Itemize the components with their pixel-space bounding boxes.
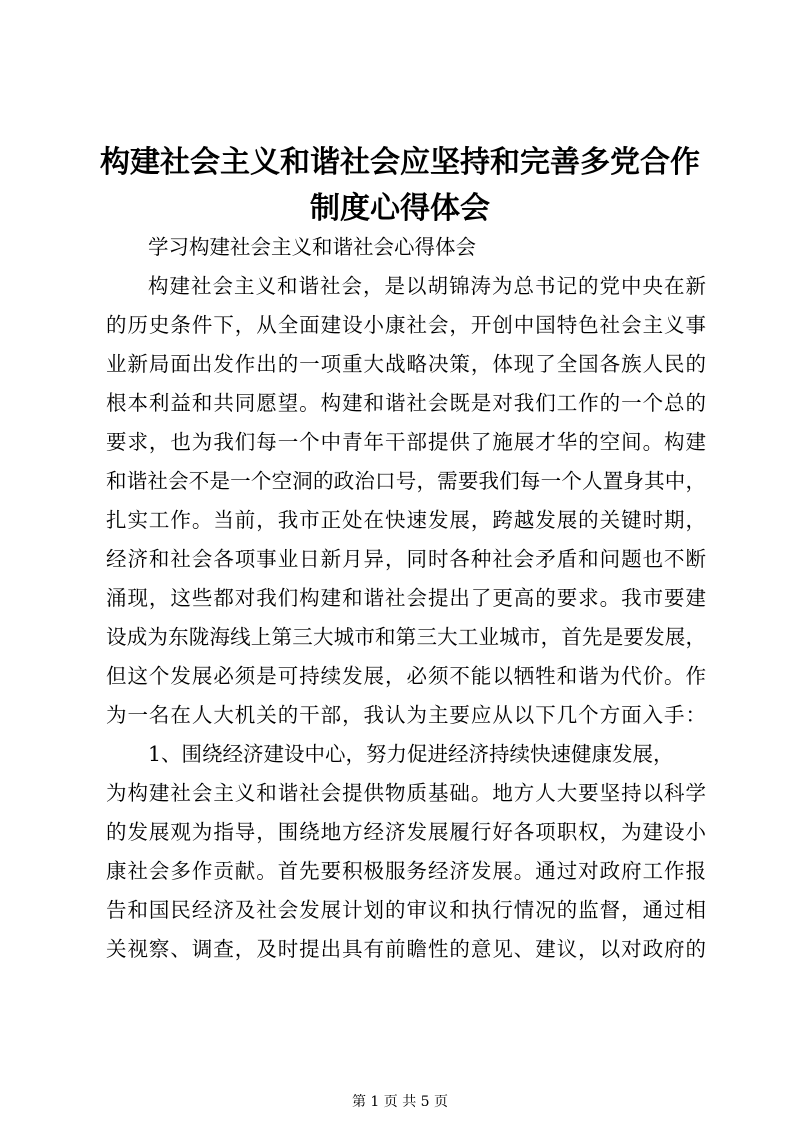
paragraph-line: 关视察、调查，及时提出具有前瞻性的意见、建议，以对政府的 xyxy=(106,937,706,961)
paragraph-line: 经济和社会各项事业日新月异，同时各种社会矛盾和问题也不断 xyxy=(106,547,706,571)
paragraph-line: 根本利益和共同愿望。构建和谐社会既是对我们工作的一个总的 xyxy=(106,391,706,415)
page-footer xyxy=(0,1093,800,1111)
paragraph-1 xyxy=(106,267,706,735)
paragraph-line: 1、围绕经济建设中心，努力促进经济持续快速健康发展， xyxy=(148,742,674,766)
paragraph-line: 设成为东陇海线上第三大城市和第三大工业城市，首先是要发展， xyxy=(106,625,706,649)
paragraph-line: 但这个发展必须是可持续发展，必须不能以牺牲和谐为代价。作 xyxy=(106,664,706,688)
page-number: 第 1 页 共 5 页 xyxy=(351,1094,449,1110)
paragraph-2 xyxy=(106,735,706,969)
title-line-1: 构建社会主义和谐社会应坚持和完善多党合作 xyxy=(100,145,700,180)
paragraph-line: 的发展观为指导，围绕地方经济发展履行好各项职权，为建设小 xyxy=(106,820,706,844)
paragraph-line: 为构建社会主义和谐社会提供物质基础。地方人大要坚持以科学 xyxy=(106,781,706,805)
paragraph-line: 告和国民经济及社会发展计划的审议和执行情况的监督，通过相 xyxy=(106,898,706,922)
paragraph-line: 的历史条件下，从全面建设小康社会，开创中国特色社会主义事 xyxy=(106,313,706,337)
paragraph-line: 和谐社会不是一个空洞的政治口号，需要我们每一个人置身其中， xyxy=(106,469,706,493)
paragraph-line: 业新局面出发作出的一项重大战略决策，体现了全国各族人民的 xyxy=(106,352,706,376)
document-title xyxy=(90,140,710,232)
paragraph-line: 涌现，这些都对我们构建和谐社会提出了更高的要求。我市要建 xyxy=(106,586,706,610)
paragraph-line: 康社会多作贡献。首先要积极服务经济发展。通过对政府工作报 xyxy=(106,859,706,883)
paragraph-line: 构建社会主义和谐社会，是以胡锦涛为总书记的党中央在新 xyxy=(148,274,706,298)
document-body xyxy=(106,228,706,969)
paragraph-line: 要求，也为我们每一个中青年干部提供了施展才华的空间。构建 xyxy=(106,430,706,454)
paragraph-line: 扎实工作。当前，我市正处在快速发展，跨越发展的关键时期， xyxy=(106,508,706,532)
paragraph-line: 为一名在人大机关的干部，我认为主要应从以下几个方面入手： xyxy=(106,703,706,727)
title-line-2: 制度心得体会 xyxy=(310,191,490,226)
subtitle: 学习构建社会主义和谐社会心得体会 xyxy=(148,235,476,259)
